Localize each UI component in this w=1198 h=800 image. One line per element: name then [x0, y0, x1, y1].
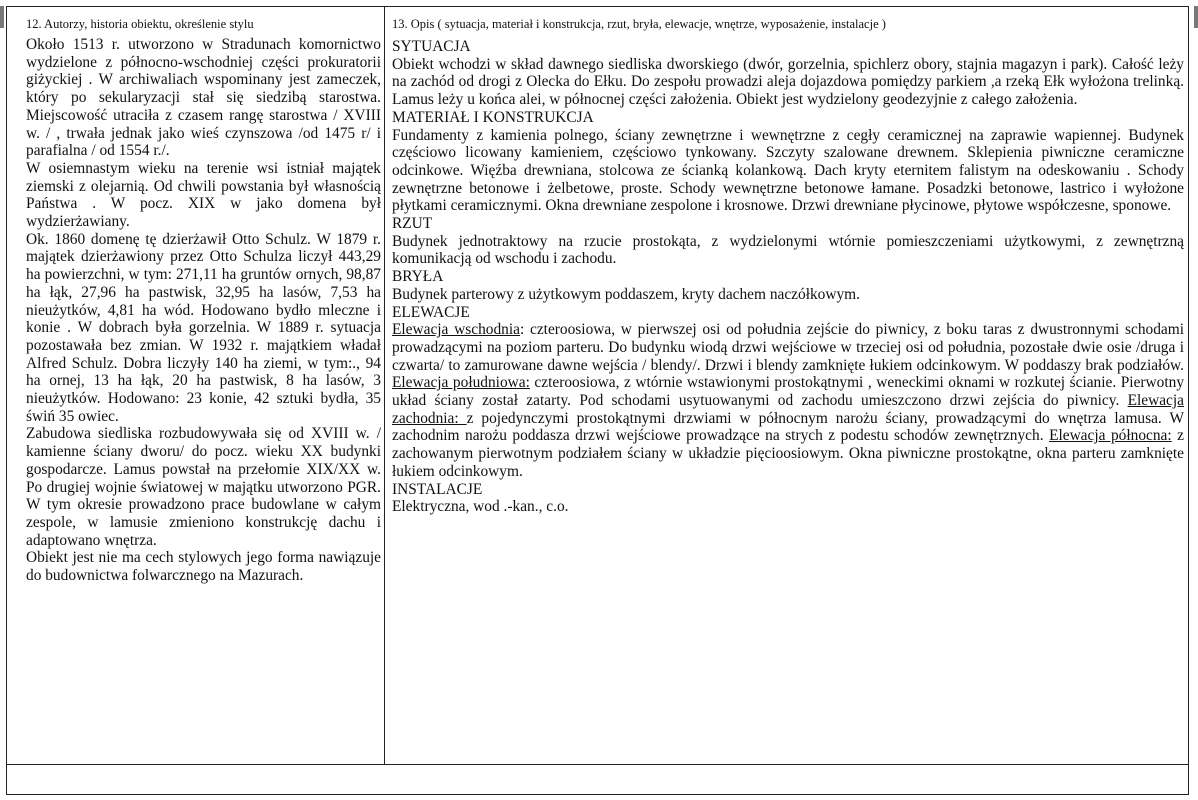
section-title-elewacje: ELEWACJE — [392, 303, 470, 321]
description-column — [392, 16, 1184, 516]
history-paragraph-5: Obiekt jest nie ma cech stylowych jego forma nawiązuje do budownictwa folwarcznego na Mazurach. — [26, 549, 381, 585]
text-elewacja-zachodnia: z pojedynczymi prostokątnymi drzwiami w północnym narożu ściany, prowadzącymi do wnętrza lamusa. W zachodnim narożu poddasza drzwi wejściowe prowadzące na strych z podestu schodów zewnętrznych. — [392, 409, 1184, 445]
text-elewacja-polnocna: z zachowanym pierwotnym podziałem ściany w układzie pięcioosiowym. Okna piwniczne prostokątne, okna parteru zamknięte łukiem odcinkowym. — [392, 427, 1184, 480]
section-text-elewacje — [392, 321, 1184, 480]
column-divider — [384, 6, 385, 764]
section-title-sytuacja: SYTUACJA — [392, 38, 471, 55]
history-paragraph-1: Około 1513 r. utworzono w Stradunach komornictwo wydzielone z północno-wschodniej części prokuratorii giżyckiej . W archiwaliach wspominany jest zameczek, który po sekularyzacji stał się siedzibą starostwa. Miejscowość utraciła z czasem rangę starostwa / XVIII w. / , trwała jednak jako wieś czynszowa /od 1475 r/ i parafialna / od 1554 r./. — [26, 36, 381, 160]
section-title-rzut: RZUT — [392, 215, 433, 233]
section-text-instalacje: Elektryczna, wod .-kan., c.o. — [392, 498, 569, 516]
text-elewacja-poludniowa: czteroosiowa, z wtórnie wstawionymi prostokątnymi , weneckimi oknami w rozkutej ścianie. Pierwotny układ ściany został zatarty. Pod schodami usytuowanymi od zachodu umieszczono drzwi zejścia do piwnicy. — [392, 374, 1185, 410]
section-text-rzut: Budynek jednotraktowy na rzucie prostokąta, z wydzielonymi wtórnie pomieszczeniami użytkowymi, z zewnętrzną komunikacją od wschodu i zachodu. — [392, 232, 1184, 268]
description-header: 13. Opis ( sytuacja, materiał i konstrukcja, rzut, bryła, elewacje, wnętrze, wyposażenie, instalacje ) — [392, 17, 886, 31]
scan-edge-mark-right — [1194, 6, 1198, 28]
text-elewacja-wschodnia: : czteroosiowa, w pierwszej osi od południa zejście do piwnicy, z boku taras z dwustronnymi schodami prowadzącymi na poziom parteru. Do budynku wiodą drzwi wejściowe w trzeciej osi od południa, pozostałe dwie osie /druga i czwarta/ to zamurowane dawne wejścia / blendy/. Drzwi i blendy zamknięte łukiem odcinkowym. W poddaszy brak podziałów. — [392, 321, 1184, 374]
section-text-material: Fundamenty z kamienia polnego, ściany zewnętrzne i wewnętrzne z cegły ceramicznej na zaprawie wapiennej. Budynek częściowo licowany kamieniem, częściowo tynkowany. Szczyty szalowane drewnem. Sklepienia piwniczne ceramiczne odcinkowe. Więźba drewniana, stolcowa ze ścianką kolankową. Dach kryty eternitem falistym na odeskowaniu . Schody zewnętrzne betonowe i żelbetowe, proste. Schody wewnętrzne betonowe łamane. Posadzki betonowe, lastrico i wyłożone płytkami ceramicznymi. Okna drewniane zespolone i krosnowe. Drzwi drewniane płycinowe, płytowe współczesne, sponowe. — [392, 126, 1184, 215]
bottom-rule — [6, 764, 1189, 765]
label-elewacja-poludniowa: Elewacja południowa: — [392, 374, 530, 392]
history-paragraph-4: Zabudowa siedliska rozbudowywała się od XVIII w. / kamienne ściany dworu/ do pocz. wieku XX budynki gospodarcze. Lamus powstał na przełomie XIX/XX w. Po drugiej wojnie światowej w majątku utworzono PGR. W tym okresie prowadzono prace budowlane w całym zespole, w lamusie zmieniono konstrukcję dachu i adaptowano wnętrza. — [26, 425, 381, 549]
section-title-instalacje: INSTALACJE — [392, 480, 483, 498]
label-elewacja-zachodnia: Elewacja zachodnia: — [392, 392, 1184, 427]
history-column — [26, 16, 381, 585]
label-elewacja-polnocna: Elewacja północna: — [1049, 427, 1172, 445]
label-elewacja-wschodnia: Elewacja wschodnia — [392, 321, 520, 339]
section-title-bryla: BRYŁA — [392, 268, 444, 286]
scan-edge-mark-left — [0, 6, 4, 28]
section-title-material: MATERIAŁ I KONSTRUKCJA — [392, 108, 594, 126]
history-header: 12. Autorzy, historia obiektu, określenie stylu — [26, 17, 254, 31]
section-text-bryla: Budynek parterowy z użytkowym poddaszem, kryty dachem naczółkowym. — [392, 285, 861, 303]
history-paragraph-2: W osiemnastym wieku na terenie wsi istniał majątek ziemski z olejarnią. Od chwili powstania był własnością Państwa . W pocz. XIX w jako domena był wydzierżawiany. — [26, 159, 381, 231]
history-paragraph-3: Ok. 1860 domenę tę dzierżawił Otto Schulz. W 1879 r. majątek dzierżawiony przez Otto Schulza liczył 443,29 ha powierzchni, w tym: 271,11 ha gruntów ornych, 98,87 ha łąk, 27,96 ha pastwisk, 32,95 ha lasów, 7,53 ha nieużytków, 4,81 ha wód. Hodowano bydło mleczne i konie . W dobrach była gorzelnia. W 1889 r. sytuacja pozostawała bez zmian. W 1932 r. majątkiem władał Alfred Schulz. Dobra liczyły 140 ha ziemi, w tym:., 94 ha ornej, 13 ha łąk, 20 ha pastwisk, 8 ha lasów, 3 nieużytków. Hodowano: 23 konie, 42 sztuki bydła, 35 świń 35 owiec. — [26, 230, 381, 425]
section-text-sytuacja: Obiekt wchodzi w skład dawnego siedliska dworskiego (dwór, gorzelnia, spichlerz obory, stajnia magazyn i park). Całość leży na zachód od drogi z Olecka do Ełku. Do zespołu prowadzi aleja dojazdowa pomiędzy parkiem ,a rzeką Ełk wyłożona trelinką. Lamus leży u końca alei, w północnej części założenia. Obiekt jest wydzielony geodezyjnie z całego założenia. — [392, 55, 1184, 109]
